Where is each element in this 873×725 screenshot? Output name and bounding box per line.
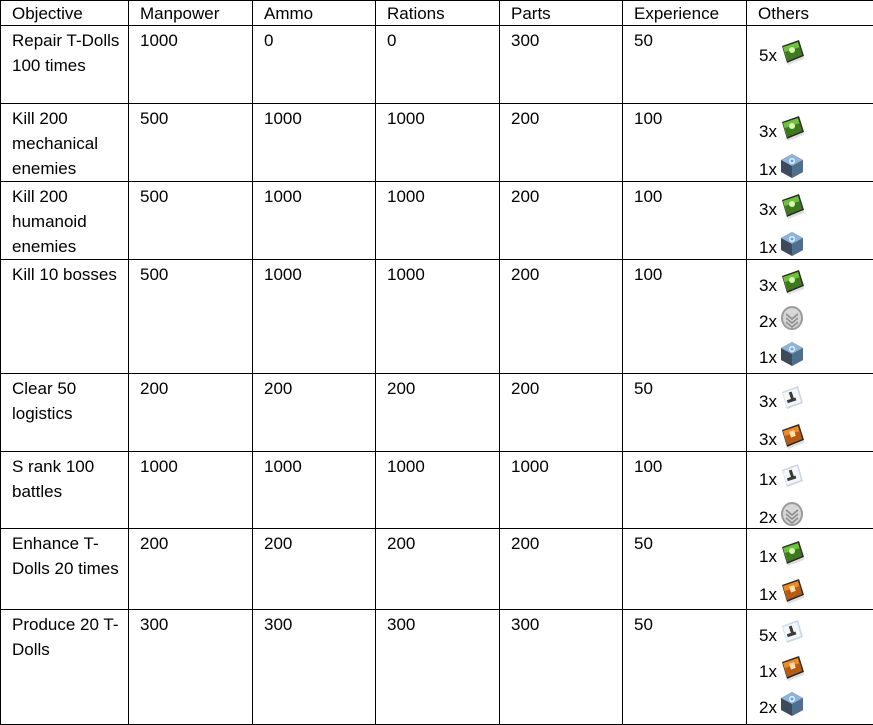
reward-item <box>753 529 871 567</box>
manpower-cell: 1000 <box>129 26 253 104</box>
header-others: Others <box>747 1 873 26</box>
reward-quantity: 1x <box>753 348 777 368</box>
objective-cell: S rank 100 battles <box>1 452 129 529</box>
green-manual-book-icon <box>779 268 805 296</box>
header-row <box>1 1 873 26</box>
manpower-cell: 500 <box>129 260 253 374</box>
reward-quantity: 1x <box>753 662 777 682</box>
reward-item <box>753 332 871 368</box>
green-manual-book-icon <box>779 192 805 220</box>
reward-quantity: 2x <box>753 508 777 528</box>
reward-quantity: 3x <box>753 122 777 142</box>
table-row <box>1 260 873 374</box>
experience-cell: 100 <box>623 260 747 374</box>
ammo-cell: 200 <box>253 529 376 610</box>
reward-quantity: 5x <box>753 46 777 66</box>
rations-cell: 1000 <box>376 452 500 529</box>
silver-badge-icon <box>779 304 805 332</box>
reward-quantity: 3x <box>753 392 777 412</box>
reward-item <box>753 567 871 605</box>
reward-item <box>753 452 871 490</box>
reward-item <box>753 220 871 258</box>
others-cell <box>747 610 873 725</box>
experience-cell: 100 <box>623 182 747 260</box>
ammo-cell: 1000 <box>253 452 376 529</box>
others-cell <box>747 529 873 610</box>
reward-item <box>753 490 871 528</box>
reward-quantity: 1x <box>753 547 777 567</box>
reward-quantity: 3x <box>753 430 777 450</box>
reward-quantity: 1x <box>753 160 777 180</box>
ammo-cell: 200 <box>253 374 376 452</box>
reward-quantity: 1x <box>753 585 777 605</box>
table-row <box>1 104 873 182</box>
white-contract-card-icon <box>779 618 805 646</box>
others-cell <box>747 182 873 260</box>
orange-manual-book-icon <box>779 577 805 605</box>
rations-cell: 1000 <box>376 104 500 182</box>
reward-item <box>753 374 871 412</box>
reward-item <box>753 26 871 66</box>
objective-cell: Repair T-Dolls 100 times <box>1 26 129 104</box>
table-row <box>1 26 873 104</box>
objective-cell: Clear 50 logistics <box>1 374 129 452</box>
header-ammo: Ammo <box>253 1 376 26</box>
rations-cell: 1000 <box>376 260 500 374</box>
reward-item <box>753 646 871 682</box>
reward-quantity: 5x <box>753 626 777 646</box>
manpower-cell: 200 <box>129 529 253 610</box>
table-row <box>1 452 873 529</box>
objective-cell: Produce 20 T-Dolls <box>1 610 129 725</box>
manpower-cell: 500 <box>129 104 253 182</box>
table-body <box>1 26 873 725</box>
reward-item <box>753 182 871 220</box>
table-row <box>1 374 873 452</box>
reward-quantity: 2x <box>753 312 777 332</box>
experience-cell: 100 <box>623 452 747 529</box>
parts-cell: 300 <box>500 26 623 104</box>
reward-quantity: 3x <box>753 200 777 220</box>
header-objective: Objective <box>1 1 129 26</box>
white-contract-card-icon <box>779 462 805 490</box>
header-parts: Parts <box>500 1 623 26</box>
rations-cell: 200 <box>376 374 500 452</box>
experience-cell: 50 <box>623 26 747 104</box>
parts-cell: 200 <box>500 104 623 182</box>
white-contract-card-icon <box>779 384 805 412</box>
table-row <box>1 529 873 610</box>
objective-cell: Kill 200 humanoid enemies <box>1 182 129 260</box>
reward-item <box>753 412 871 450</box>
reward-item <box>753 610 871 646</box>
manpower-cell: 200 <box>129 374 253 452</box>
others-cell <box>747 374 873 452</box>
rations-cell: 0 <box>376 26 500 104</box>
reward-item <box>753 104 871 142</box>
reward-item <box>753 296 871 332</box>
header-manpower: Manpower <box>129 1 253 26</box>
blue-core-box-icon <box>779 152 805 180</box>
ammo-cell: 300 <box>253 610 376 725</box>
ammo-cell: 1000 <box>253 182 376 260</box>
manpower-cell: 1000 <box>129 452 253 529</box>
orange-manual-book-icon <box>779 422 805 450</box>
reward-item <box>753 682 871 718</box>
rations-cell: 200 <box>376 529 500 610</box>
parts-cell: 200 <box>500 182 623 260</box>
experience-cell: 100 <box>623 104 747 182</box>
green-manual-book-icon <box>779 114 805 142</box>
others-cell <box>747 452 873 529</box>
silver-badge-icon <box>779 500 805 528</box>
experience-cell: 50 <box>623 529 747 610</box>
parts-cell: 200 <box>500 529 623 610</box>
reward-item <box>753 260 871 296</box>
parts-cell: 200 <box>500 374 623 452</box>
ammo-cell: 1000 <box>253 104 376 182</box>
green-manual-book-icon <box>779 539 805 567</box>
table-row <box>1 182 873 260</box>
rations-cell: 1000 <box>376 182 500 260</box>
reward-item <box>753 142 871 180</box>
green-manual-book-icon <box>779 38 805 66</box>
ammo-cell: 1000 <box>253 260 376 374</box>
manpower-cell: 500 <box>129 182 253 260</box>
experience-cell: 50 <box>623 374 747 452</box>
objective-cell: Kill 10 bosses <box>1 260 129 374</box>
blue-core-box-icon <box>779 340 805 368</box>
reward-quantity: 3x <box>753 276 777 296</box>
blue-core-box-icon <box>779 230 805 258</box>
reward-quantity: 2x <box>753 698 777 718</box>
parts-cell: 200 <box>500 260 623 374</box>
ammo-cell: 0 <box>253 26 376 104</box>
reward-quantity: 1x <box>753 470 777 490</box>
experience-cell: 50 <box>623 610 747 725</box>
manpower-cell: 300 <box>129 610 253 725</box>
others-cell <box>747 104 873 182</box>
others-cell <box>747 26 873 104</box>
parts-cell: 300 <box>500 610 623 725</box>
blue-core-box-icon <box>779 690 805 718</box>
header-rations: Rations <box>376 1 500 26</box>
table-row <box>1 610 873 725</box>
header-experience: Experience <box>623 1 747 26</box>
objective-cell: Kill 200 mechanical enemies <box>1 104 129 182</box>
others-cell <box>747 260 873 374</box>
reward-quantity: 1x <box>753 238 777 258</box>
orange-manual-book-icon <box>779 654 805 682</box>
parts-cell: 1000 <box>500 452 623 529</box>
objective-cell: Enhance T-Dolls 20 times <box>1 529 129 610</box>
rations-cell: 300 <box>376 610 500 725</box>
